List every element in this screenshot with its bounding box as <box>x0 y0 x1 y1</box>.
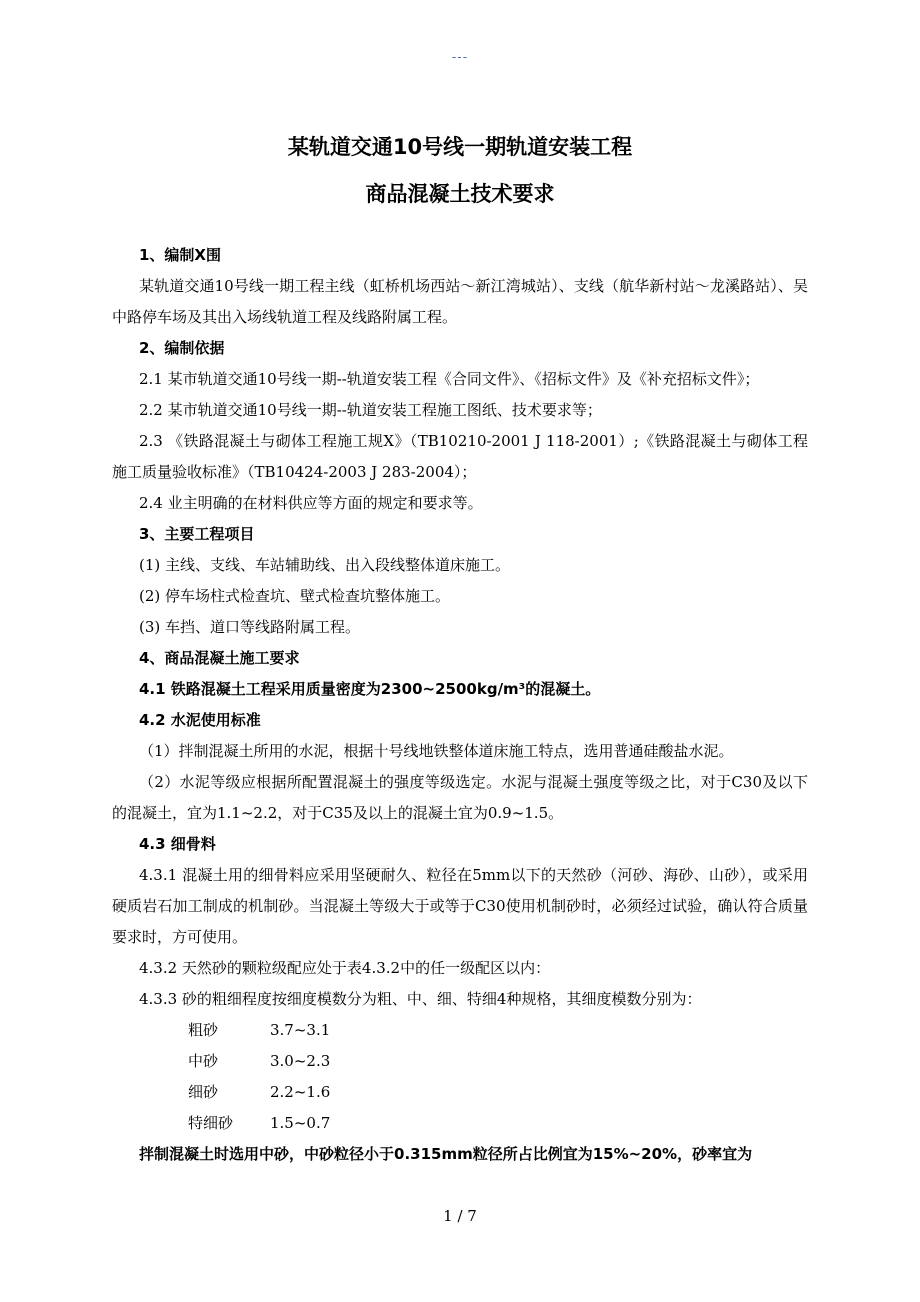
section-4-3-heading: 4.3 细骨料 <box>139 835 216 853</box>
sand-grade-row <box>112 1108 808 1139</box>
section-2-heading: 2、编制依据 <box>139 339 225 357</box>
section-3-item: (2) 停车场柱式检查坑、壁式检查坑整体施工。 <box>139 587 451 605</box>
sand-grade-name: 粗砂 <box>188 1021 219 1039</box>
section-3-heading: 3、主要工程项目 <box>139 525 255 543</box>
sand-grade-row <box>112 1077 808 1108</box>
section-4-2-para-1: （1）拌制混凝土所用的水泥，根据十号线地铁整体道床施工特点，选用普通硅酸盐水泥。 <box>139 742 734 760</box>
section-2-item: 2.1 某市轨道交通10号线一期--轨道安装工程《合同文件》、《招标文件》及《补充招标文件》； <box>139 370 760 388</box>
final-bold-paragraph: 拌制混凝土时选用中砂，中砂粒径小于0.315mm粒径所占比例宜为15%~20%，砂率宜为 <box>139 1145 753 1163</box>
section-4-2-heading: 4.2 水泥使用标准 <box>139 711 261 729</box>
section-4-2-para-2: （2）水泥等级应根据所配置混凝土的强度等级选定。水泥与混凝土强度等级之比，对于C30及以下的混凝土，宜为1.1~2.2，对于C35及以上的混凝土宜为0.9~1.5。 <box>112 773 808 822</box>
section-4-heading: 4、商品混凝土施工要求 <box>139 649 300 667</box>
section-4-3-3-paragraph: 4.3.3 砂的粗细程度按细度模数分为粗、中、细、特细4种规格，其细度模数分别为： <box>139 990 702 1008</box>
page-number: 1 / 7 <box>443 1207 477 1225</box>
document-title: 某轨道交通10号线一期轨道安装工程 <box>287 135 633 159</box>
sand-grade-range: 2.2~1.6 <box>270 1083 331 1101</box>
section-1-heading: 1、编制X围 <box>139 246 222 264</box>
sand-grade-name: 中砂 <box>188 1052 219 1070</box>
sand-grade-name: 特细砂 <box>188 1114 234 1132</box>
sand-grade-range: 3.0~2.3 <box>270 1052 331 1070</box>
section-2-item: 2.4 业主明确的在材料供应等方面的规定和要求等。 <box>139 494 483 512</box>
sand-grade-range: 3.7~3.1 <box>270 1021 331 1039</box>
sand-grade-range: 1.5~0.7 <box>270 1114 331 1132</box>
section-2-item: 2.3 《铁路混凝土与砌体工程施工规X》（TB10210-2001 J 118-2001）;《铁路混凝土与砌体工程施工质量验收标准》（TB10424-2003 J 283-2004）； <box>112 432 808 481</box>
document-body <box>112 240 808 1170</box>
header-mark: --- <box>451 50 469 65</box>
section-3-item: (3) 车挡、道口等线路附属工程。 <box>139 618 361 636</box>
section-2-item: 2.2 某市轨道交通10号线一期--轨道安装工程施工图纸、技术要求等； <box>139 401 602 419</box>
section-1-body: 某轨道交通10号线一期工程主线（虹桥机场西站～新江湾城站）、支线（航华新村站～龙溪路站）、吴中路停车场及其出入场线轨道工程及线路附属工程。 <box>112 277 808 326</box>
sand-grade-row <box>112 1015 808 1046</box>
section-4-3-2-paragraph: 4.3.2 天然砂的颗粒级配应处于表4.3.2中的任一级配区以内： <box>139 959 551 977</box>
section-3-item: (1) 主线、支线、车站辅助线、出入段线整体道床施工。 <box>139 556 511 574</box>
section-4-3-1-paragraph: 4.3.1 混凝土用的细骨料应采用坚硬耐久、粒径在5mm以下的天然砂（河砂、海砂、山砂），或采用硬质岩石加工制成的机制砂。当混凝土等级大于或等于C30使用机制砂时，必须经过试验，确认符合质量要求时，方可使用。 <box>112 866 808 946</box>
document-subtitle: 商品混凝土技术要求 <box>365 182 555 206</box>
sand-grade-row <box>112 1046 808 1077</box>
section-4-1-paragraph: 4.1 铁路混凝土工程采用质量密度为2300~2500kg/m³的混凝土。 <box>139 680 601 698</box>
sand-grade-name: 细砂 <box>188 1083 219 1101</box>
